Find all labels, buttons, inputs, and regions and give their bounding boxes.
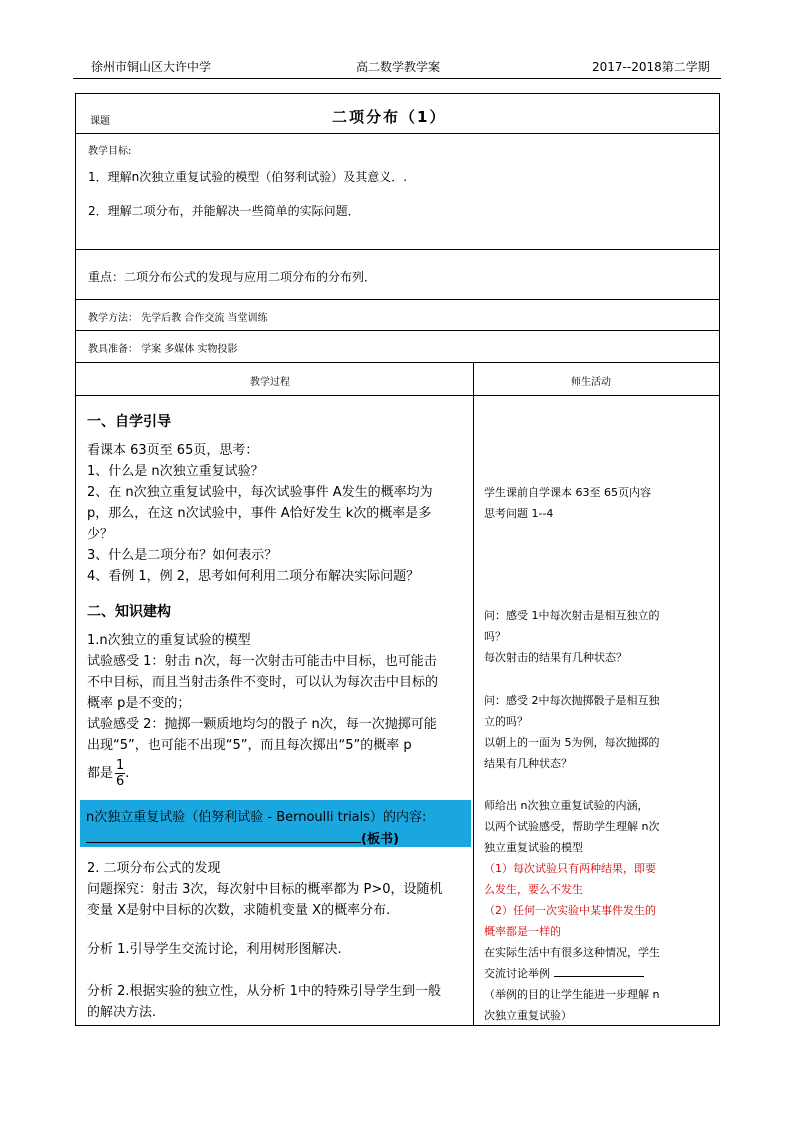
section-self-study-title: 一、自学引导 [87, 414, 171, 430]
list-item: 结果有几种状态？ [484, 757, 572, 770]
row-divider [75, 395, 720, 396]
fraction-line [87, 758, 129, 789]
column-divider [473, 362, 474, 1026]
list-item: 在实际生活中有很多这种情况，学生 [484, 946, 660, 959]
list-item: 次独立重复试验） [484, 1009, 572, 1022]
list-item: 以两个试验感受，帮助学生理解 n次 [484, 820, 660, 833]
list-item: p，那么，在这 n次试验中，事件 A恰好发生 k次的概率是多 [87, 506, 432, 521]
list-item: （举例的目的让学生能进一步理解 n [484, 988, 660, 1001]
row-divider [75, 133, 720, 134]
analysis-2 [87, 981, 441, 1023]
list-item: 分析 2.根据实验的独立性，从分析 1中的特殊引导学生到一般 [87, 984, 441, 999]
row-divider [75, 330, 720, 331]
row-divider [75, 249, 720, 250]
discussion-label: 交流讨论举例 [484, 967, 550, 980]
list-item: 3、什么是二项分布？如何表示？ [87, 548, 278, 563]
list-item: 变量 X是射中目标的次数，求随机变量 X的概率分布. [87, 903, 391, 918]
list-item: 试验感受 2：抛掷一颗质地均匀的骰子 n次，每一次抛掷可能 [87, 717, 437, 732]
list-item: 4、看例 1，例 2，思考如何利用二项分布解决实际问题？ [87, 569, 420, 584]
list-item: 1、什么是 n次独立重复试验？ [87, 464, 264, 479]
key-points: 重点：二项分布公式的发现与应用二项分布的分布列． [88, 270, 377, 284]
teaching-aids: 教具准备： 学案 多媒体 实物投影 [88, 344, 238, 355]
goal-item-2: 2．理解二项分布，并能解决一些简单的实际问题． [88, 204, 360, 218]
knowledge-content [87, 630, 438, 756]
teaching-method: 教学方法： 先学后教 合作交流 当堂训练 [88, 313, 268, 324]
fraction-one-sixth [115, 758, 125, 789]
list-item: 2、在 n次独立重复试验中，每次试验事件 A发生的概率均为 [87, 485, 433, 500]
list-item: 吗？ [484, 630, 506, 643]
list-item: 学生课前自学课本 63至 65页内容 [484, 486, 651, 499]
list-item: 出现“5”，也可能不出现“5”，而且每次掷出“5”的概率 p [87, 738, 412, 753]
fraction-numerator: 1 [116, 758, 125, 773]
list-item: 以朝上的一面为 5为例，每次抛掷的 [484, 736, 660, 749]
row-divider [75, 362, 720, 363]
list-item: 问题探究：射击 3次，每次射中目标的概率都为 P>0，设随机 [87, 882, 443, 897]
list-item: 立的吗？ [484, 715, 528, 728]
page-title: 二项分布（1） [332, 108, 447, 126]
school-name: 徐州市铜山区大许中学 [91, 60, 212, 74]
activity-model-intro [484, 795, 659, 858]
activity-self-study [484, 482, 651, 524]
list-item [484, 963, 660, 984]
analysis-1: 分析 1.引导学生交流讨论，利用树形图解决. [87, 942, 342, 957]
list-item: 看课本 63页至 65页，思考： [87, 443, 259, 458]
list-item: 么发生，要么不发生 [484, 883, 583, 896]
activity-question-1 [484, 605, 660, 668]
self-study-questions [87, 440, 433, 587]
list-item: 1.n次独立的重复试验的模型 [87, 633, 251, 648]
row-divider [75, 299, 720, 300]
fraction-suffix: . [125, 766, 130, 781]
activity-key-conditions [484, 858, 656, 942]
list-item: （2）任何一次实验中某事件发生的 [484, 904, 656, 917]
list-item: 问：感受 1中每次射击是相互独立的 [484, 609, 660, 622]
list-item: 概率都是一样的 [484, 925, 561, 938]
header-divider [73, 78, 721, 79]
list-item: 每次射击的结果有几种状态？ [484, 651, 627, 664]
process-column-header: 教学过程 [250, 377, 290, 388]
fraction-prefix: 都是 [87, 766, 114, 781]
list-item: 2. 二项分布公式的发现 [87, 861, 221, 876]
list-item: 少？ [87, 527, 114, 542]
activity-column-header: 师生活动 [571, 377, 611, 388]
bernoulli-definition: n次独立重复试验（伯努利试验 - Bernoulli trials）的内容: [86, 810, 427, 825]
activity-question-2 [484, 690, 660, 774]
list-item: 的解决方法. [87, 1005, 157, 1020]
course-name: 高二数学教学案 [356, 60, 441, 74]
binomial-discovery [87, 858, 443, 921]
list-item: 独立重复试验的模型 [484, 841, 583, 854]
blackboard-line [86, 828, 399, 847]
term: 2017--2018第二学期 [592, 60, 710, 74]
list-item: 师给出 n次独立重复试验的内涵， [484, 799, 649, 812]
list-item: 不中目标，而且当射击条件不变时，可以认为每次击中目标的 [87, 675, 439, 690]
list-item: （1）每次试验只有两种结果，即要 [484, 862, 656, 875]
topic-label: 课题 [90, 116, 110, 127]
list-item: 思考问题 1--4 [484, 507, 554, 520]
activity-discussion [484, 942, 660, 1026]
section-knowledge-title: 二、知识建构 [87, 604, 171, 620]
goals-label: 教学目标: [88, 146, 132, 157]
fraction-denominator: 6 [116, 774, 125, 789]
blackboard-note: (板书) [361, 832, 399, 847]
list-item: 试验感受 1：射击 n次，每一次射击可能击中目标，也可能击 [87, 654, 437, 669]
fill-in-blank [554, 976, 644, 977]
list-item: 概率 p是不变的； [87, 696, 191, 711]
list-item: 问：感受 2中每次抛掷骰子是相互独 [484, 694, 660, 707]
fill-in-blank [86, 842, 361, 843]
goal-item-1: 1．理解n次独立重复试验的模型（伯努利试验）及其意义．. [88, 170, 408, 184]
